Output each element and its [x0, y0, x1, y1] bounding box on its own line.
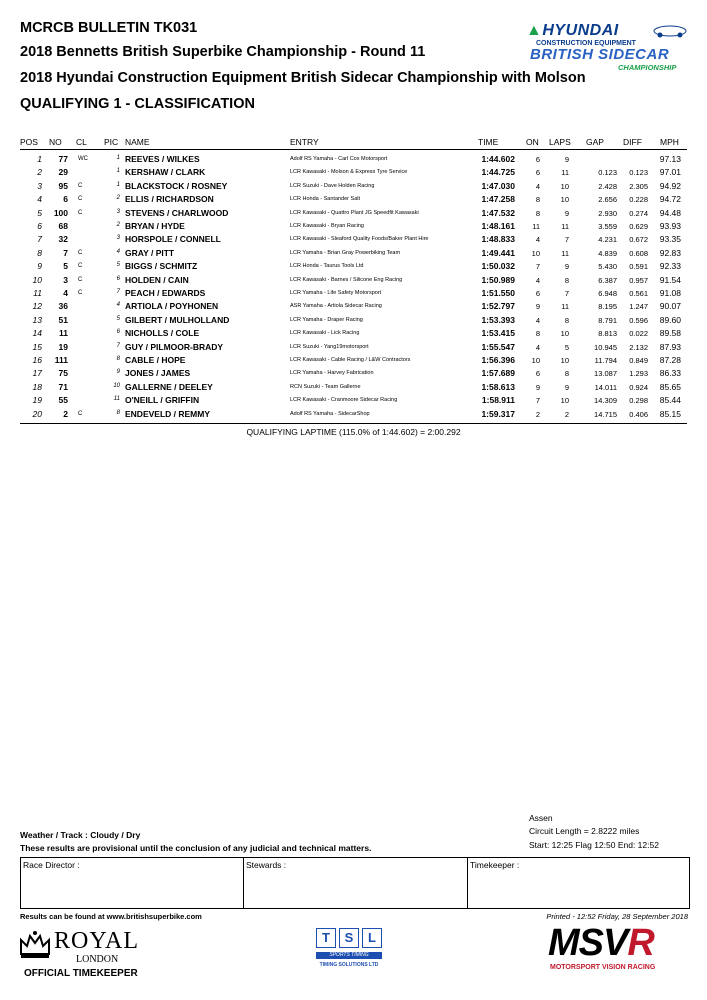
stewards-field: Stewards : [244, 858, 468, 908]
provisional-notice: These results are provisional until the conclusion of any judicial and technical matters. [20, 843, 372, 853]
col-no: NO [49, 137, 62, 147]
table-row: 2 29 1 KERSHAW / CLARK LCR Kawasaki - Molson & Express Tyre Service 1:44.725 6 11 0.123 0.123 97.01 [37, 167, 681, 178]
col-entry: ENTRY [290, 137, 319, 147]
table-row: 20 2 C 8 ENDEVELD / REMMY Adolf RS Yamaha - SidecarShop 1:59.317 2 2 14.715 0.406 85.15 [32, 408, 681, 419]
col-mph: MPH [660, 137, 679, 147]
construction-equipment-text: CONSTRUCTION EQUIPMENT [536, 40, 636, 47]
table-row: 12 36 4 ARTIOLA / POYHONEN ASR Yamaha - Artiola Sidecar Racing 1:52.797 9 11 8.195 1.247 90.07 [32, 301, 681, 312]
col-name: NAME [125, 137, 150, 147]
royal-text: ROYAL [54, 928, 140, 954]
hyundai-sidecar-logo [526, 22, 694, 70]
col-gap: GAP [586, 137, 604, 147]
championship-title: 2018 Bennetts British Superbike Championship - Round 11 [20, 44, 426, 60]
header-divider [20, 149, 687, 150]
table-row: 15 19 7 GUY / PILMOOR-BRADY LCR Suzuki - Yang19motorsport 1:55.547 4 5 10.945 2.132 87.93 [32, 341, 681, 352]
crown-icon [18, 928, 52, 960]
table-row: 10 3 C 6 HOLDEN / CAIN LCR Kawasaki - Barnes / Silicone Eng Racing 1:50.989 4 8 6.387 0.957 91.54 [32, 274, 681, 285]
sidecar-icon [650, 22, 690, 38]
col-laps: LAPS [549, 137, 571, 147]
table-row: 9 5 C 5 BIGGS / SCHMITZ LCR Honda - Taurus Tools Ltd 1:50.032 7 9 5.430 0.591 92.33 [37, 261, 681, 272]
table-row: 3 95 C 1 BLACKSTOCK / ROSNEY LCR Suzuki - Dave Holden Racing 1:47.030 4 10 2.428 2.305 94.92 [37, 180, 681, 191]
tsl-logo [316, 928, 382, 974]
table-row: 11 4 C 7 PEACH / EDWARDS LCR Yamaha - Life Safety Motorsport 1:51.550 6 7 6.948 0.561 91.08 [33, 288, 681, 298]
table-row: 19 55 11 O'NEILL / GRIFFIN LCR Kawasaki - Cranmoore Sidecar Racing 1:58.911 7 10 14.309 0.298 85.44 [32, 395, 681, 406]
tsl-s: S [339, 928, 359, 948]
table-row: 18 71 10 GALLERNE / DEELEY RCN Suzuki - Team Gallerne 1:58.613 9 9 14.011 0.924 85.65 [32, 381, 681, 392]
sidecar-championship-title: 2018 Hyundai Construction Equipment British Sidecar Championship with Molson [20, 70, 586, 86]
msvr-wordmark: MSVR [548, 922, 654, 964]
tsl-l: L [362, 928, 382, 948]
table-row: 7 32 3 HORSPOLE / CONNELL LCR Kawasaki - Sleaford Quality Foods/Baker Plant Hire 1:48.833 4 7 4.231 0.672 93.35 [37, 234, 681, 245]
timekeeper-field: Timekeeper : [470, 860, 520, 870]
race-director-field: Race Director : [21, 858, 244, 908]
official-timekeeper-text: OFFICIAL TIMEKEEPER [24, 968, 138, 979]
table-row: 1 77 WC 1 REEVES / WILKES Adolf RS Yamaha - Carl Cox Motorsport 1:44.602 6 9 97.13 [37, 154, 681, 164]
table-row: 5 100 C 3 STEVENS / CHARLWOOD LCR Kawasaki - Quattro Plant JG Speedfit Kawasaki 1:47.532 8 9 2.930 0.274 94.48 [37, 207, 681, 218]
col-pic: PIC [104, 137, 119, 147]
table-row: 13 51 5 GILBERT / MULHOLLAND LCR Yamaha - Draper Racing 1:53.393 4 8 8.791 0.596 89.60 [32, 314, 681, 325]
british-sidecar-text: BRITISH SIDECAR [530, 46, 670, 63]
royal-london-logo [18, 928, 158, 982]
venue-track: Assen [529, 813, 553, 823]
col-pos: POS [20, 137, 38, 147]
session-title: QUALIFYING 1 - CLASSIFICATION [20, 96, 255, 112]
qualifying-laptime: QUALIFYING LAPTIME (115.0% of 1:44.602) = 2:00.292 [246, 427, 461, 437]
tsl-t: T [316, 928, 336, 948]
results-url: Results can be found at www.britishsuperbike.com [20, 912, 202, 921]
col-diff: DIFF [623, 137, 642, 147]
table-row: 16 111 8 CABLE / HOPE LCR Kawasaki - Cable Racing / L&W Contractors 1:56.396 10 10 11.794 0.849 87.28 [32, 355, 681, 365]
table-row: 6 68 2 BRYAN / HYDE LCR Kawasaki - Bryan Racing 1:48.161 11 11 3.559 0.629 93.93 [37, 221, 681, 231]
tsl-company-name: TIMING SOLUTIONS LTD [319, 962, 379, 968]
printed-timestamp: Printed - 12:52 Friday, 28 September 2018 [546, 912, 688, 921]
tsl-sports-timing: SPORTS TIMING [316, 952, 382, 959]
london-text: LONDON [76, 954, 119, 965]
table-row: 14 11 6 NICHOLLS / COLE LCR Kawasaki - Lick Racing 1:53.415 8 10 8.813 0.022 89.58 [32, 328, 681, 339]
col-cl: CL [76, 137, 87, 147]
circuit-length: Circuit Length = 2.8222 miles [529, 826, 640, 836]
table-row: 17 75 9 JONES / JAMES LCR Yamaha - Harvey Fabrication 1:57.689 6 8 13.087 1.293 86.33 [32, 368, 681, 379]
session-times: Start: 12:25 Flag 12:50 End: 12:52 [529, 840, 659, 850]
weather-track: Weather / Track : Cloudy / Dry [20, 830, 141, 840]
msvr-logo [548, 922, 690, 974]
table-bottom-divider [20, 423, 687, 424]
col-on: ON [526, 137, 539, 147]
signature-box [20, 857, 690, 909]
bulletin-title: MCRCB BULLETIN TK031 [20, 20, 198, 36]
championship-text: CHAMPIONSHIP [618, 63, 677, 72]
table-row: 8 7 C 4 GRAY / PITT LCR Yamaha - Brian Gray Powerbiking Team 1:49.441 10 11 4.839 0.608 92.83 [37, 247, 681, 258]
msvr-subtitle: MOTORSPORT VISION RACING [550, 964, 656, 971]
hyundai-wordmark: ▲HYUNDAI [526, 22, 619, 39]
table-row: 4 6 C 2 ELLIS / RICHARDSON LCR Honda - Santander Salt 1:47.258 8 10 2.656 0.228 94.72 [37, 194, 681, 205]
col-time: TIME [478, 137, 499, 147]
